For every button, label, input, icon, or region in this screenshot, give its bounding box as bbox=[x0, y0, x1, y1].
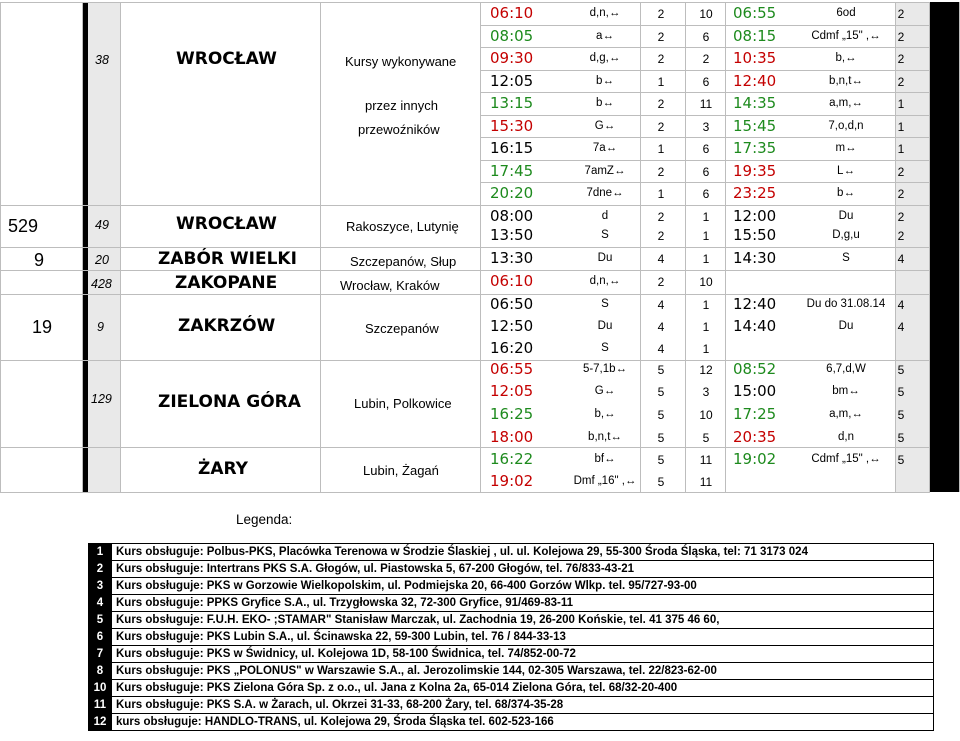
route-index: 129 bbox=[91, 392, 112, 406]
symbol-code: 5 bbox=[941, 75, 949, 89]
route-notes: bm↔ bbox=[832, 385, 860, 397]
departure-time: 12:05 bbox=[490, 72, 534, 90]
departure-time: 18:00 bbox=[490, 428, 534, 446]
operator-code: 2 bbox=[897, 52, 905, 66]
route-index: 49 bbox=[95, 218, 109, 232]
symbol-code: 6 bbox=[941, 142, 949, 156]
column-divider bbox=[82, 2, 83, 492]
route-notes: Du bbox=[838, 210, 854, 222]
legend-row bbox=[89, 561, 934, 578]
row-divider bbox=[480, 205, 930, 206]
operator-code: 4 bbox=[897, 252, 905, 266]
symbol-code: 10 bbox=[699, 7, 713, 21]
legend-number: 11 bbox=[89, 697, 112, 714]
departure-time: 13:15 bbox=[490, 94, 534, 112]
operator-code: 2 bbox=[897, 229, 905, 243]
departure-time: 15:30 bbox=[490, 117, 534, 135]
row-divider bbox=[480, 47, 930, 48]
symbol-code: 10 bbox=[938, 52, 952, 66]
departure-time: 16:20 bbox=[490, 339, 534, 357]
legend-text: Kurs obsługuje: F.U.H. EKO- ;STAMAR" Stanisław Marczak, ul. Zachodnia 19, 26-200 Końskie, tel. 41 375 46 60, bbox=[112, 612, 934, 629]
symbol-code: 4 bbox=[941, 165, 949, 179]
line-code: 529 bbox=[8, 216, 39, 236]
symbol-code: 1 bbox=[702, 342, 710, 356]
operator-code: 5 bbox=[657, 431, 665, 445]
route-notes: Cdmf „15" ,↔ bbox=[811, 30, 881, 42]
legend-number: 10 bbox=[89, 680, 112, 697]
departure-time: 06:50 bbox=[490, 295, 534, 313]
operator-code: 2 bbox=[657, 229, 665, 243]
departure-time: 17:35 bbox=[733, 139, 777, 157]
operator-code: 4 bbox=[657, 252, 665, 266]
route-notes: 5-7,1b↔ bbox=[582, 363, 628, 375]
legend-row bbox=[89, 680, 934, 697]
symbol-code: 11 bbox=[938, 30, 952, 44]
legend-text: Kurs obsługuje: PKS „POLONUS" w Warszawie S.A., al. Jerozolimskie 144, 02-305 Warszawa, tel. 22/823-62-00 bbox=[112, 663, 934, 680]
symbol-code: 1 bbox=[941, 363, 949, 377]
destination-city: WROCŁAW bbox=[176, 49, 277, 69]
row-divider bbox=[480, 92, 930, 93]
destination-city: ZAKOPANE bbox=[175, 273, 278, 293]
symbol-code: 1 bbox=[702, 229, 710, 243]
departure-time: 19:02 bbox=[733, 450, 777, 468]
destination-city: ZABÓR WIELKI bbox=[158, 249, 297, 269]
departure-time: 06:55 bbox=[733, 4, 777, 22]
operator-code: 5 bbox=[657, 408, 665, 422]
legend-text: kurs obsługuje: HANDLO-TRANS, ul. Kolejowa 29, Środa Śląska tel. 602-523-166 bbox=[112, 714, 934, 731]
departure-time: 09:30 bbox=[490, 49, 534, 67]
operator-code: 1 bbox=[657, 142, 665, 156]
legend-number: 3 bbox=[89, 578, 112, 595]
legend-row bbox=[89, 697, 934, 714]
group-divider bbox=[0, 270, 480, 271]
departure-time: 15:00 bbox=[733, 382, 777, 400]
operator-code: 4 bbox=[897, 298, 905, 312]
symbol-code: 10 bbox=[938, 431, 952, 445]
departure-time: 15:45 bbox=[733, 117, 777, 135]
operator-code: 2 bbox=[897, 165, 905, 179]
symbol-code: 6 bbox=[702, 75, 710, 89]
route-notes: S bbox=[842, 252, 850, 264]
destination-city: WROCŁAW bbox=[176, 214, 277, 234]
departure-time: 20:20 bbox=[490, 184, 534, 202]
symbol-code: 10 bbox=[938, 97, 952, 111]
symbol-code: 5 bbox=[702, 431, 710, 445]
row-divider bbox=[480, 447, 930, 448]
operator-code: 4 bbox=[657, 320, 665, 334]
row-divider bbox=[480, 182, 930, 183]
route-notes: b,n,t↔ bbox=[829, 75, 863, 87]
group-divider bbox=[0, 447, 480, 448]
departure-time: 20:35 bbox=[733, 428, 777, 446]
symbol-code: 3 bbox=[702, 120, 710, 134]
legend-number: 5 bbox=[89, 612, 112, 629]
operator-code: 1 bbox=[897, 97, 905, 111]
operator-code: 4 bbox=[897, 320, 905, 334]
symbol-code: 11 bbox=[699, 97, 713, 111]
legend-text: Kurs obsługuje: PKS w Gorzowie Wielkopolskim, ul. Podmiejska 20, 66-400 Gorzów Wlkp. tel. 95/727-93-00 bbox=[112, 578, 934, 595]
legend-number: 6 bbox=[89, 629, 112, 646]
column-divider bbox=[480, 2, 481, 492]
legend-text: Kurs obsługuje: PPKS Gryfice S.A., ul. Trzygłowska 32, 72-300 Gryfice, 91/469-83-11 bbox=[112, 595, 934, 612]
route-notes: S bbox=[601, 229, 609, 241]
departure-time: 13:50 bbox=[490, 226, 534, 244]
operator-code: 2 bbox=[897, 7, 905, 21]
row-divider bbox=[480, 492, 930, 493]
departure-time: 06:10 bbox=[490, 272, 534, 290]
operator-code: 5 bbox=[897, 453, 905, 467]
legend-title: Legenda: bbox=[236, 512, 293, 527]
route-notes: b,n,t↔ bbox=[588, 431, 622, 443]
route-notes: Dmf „16" ,↔ bbox=[573, 475, 637, 487]
symbol-code: 6 bbox=[702, 30, 710, 44]
operator-code: 2 bbox=[657, 165, 665, 179]
route-index: 20 bbox=[95, 253, 109, 267]
departure-time: 08:00 bbox=[490, 207, 534, 225]
route-notes: Du bbox=[597, 320, 613, 332]
symbol-code: 1 bbox=[941, 252, 949, 266]
legend-number: 4 bbox=[89, 595, 112, 612]
symbol-code: 8 bbox=[941, 187, 949, 201]
group-divider bbox=[0, 205, 480, 206]
route-notes: Cdmf „15" ,↔ bbox=[811, 453, 881, 465]
via-stops: Kursy wykonywane bbox=[345, 54, 457, 69]
group-divider bbox=[0, 492, 480, 493]
route-notes: Du do 31.08.14 bbox=[806, 298, 886, 310]
legend-table bbox=[88, 543, 934, 731]
destination-city: ŻARY bbox=[198, 459, 248, 479]
departure-time: 06:55 bbox=[490, 360, 534, 378]
route-notes: 7amZ↔ bbox=[584, 165, 626, 177]
operator-code: 2 bbox=[897, 30, 905, 44]
legend-number: 1 bbox=[89, 544, 112, 561]
symbol-code: 11 bbox=[699, 475, 713, 489]
via-stops: przez innych bbox=[365, 98, 438, 113]
departure-time: 14:30 bbox=[733, 249, 777, 267]
symbol-code: 3 bbox=[702, 385, 710, 399]
operator-code: 2 bbox=[657, 210, 665, 224]
route-notes: d,n bbox=[838, 431, 854, 443]
row-divider bbox=[480, 137, 930, 138]
column-divider bbox=[929, 2, 930, 492]
route-notes: b↔ bbox=[837, 187, 855, 199]
operator-code: 2 bbox=[657, 30, 665, 44]
route-notes: 7a↔ bbox=[592, 142, 618, 154]
departure-time: 19:35 bbox=[733, 162, 777, 180]
departure-time: 12:40 bbox=[733, 295, 777, 313]
group-divider bbox=[0, 2, 480, 3]
route-notes: G↔ bbox=[594, 385, 616, 397]
route-notes: 6od bbox=[836, 7, 856, 19]
symbol-code: 12 bbox=[699, 363, 713, 377]
symbol-code: 2 bbox=[941, 7, 949, 21]
route-notes: d,n,↔ bbox=[589, 7, 621, 19]
route-index: 428 bbox=[91, 277, 112, 291]
route-notes: D,g,u bbox=[832, 229, 860, 241]
route-notes: d,g,↔ bbox=[589, 52, 621, 64]
destination-city: ZAKRZÓW bbox=[178, 316, 276, 336]
legend-row bbox=[89, 595, 934, 612]
route-notes: Du bbox=[597, 252, 613, 264]
column-divider bbox=[0, 2, 1, 492]
symbol-code: 1 bbox=[702, 320, 710, 334]
route-notes: S bbox=[601, 342, 609, 354]
departure-time: 15:50 bbox=[733, 226, 777, 244]
departure-time: 17:45 bbox=[490, 162, 534, 180]
legend-row bbox=[89, 629, 934, 646]
operator-code: 2 bbox=[897, 210, 905, 224]
row-divider bbox=[480, 247, 930, 248]
symbol-code: 1 bbox=[941, 385, 949, 399]
symbol-code: 11 bbox=[699, 453, 713, 467]
legend-row bbox=[89, 663, 934, 680]
route-notes: d bbox=[601, 210, 609, 222]
route-notes: L↔ bbox=[837, 165, 855, 177]
legend-row bbox=[89, 578, 934, 595]
legend-text: Kurs obsługuje: PKS Lubin S.A., ul. Ścinawska 22, 59-300 Lubin, tel. 76 / 844-33-13 bbox=[112, 629, 934, 646]
departure-time: 16:15 bbox=[490, 139, 534, 157]
symbol-code: 1 bbox=[702, 210, 710, 224]
route-notes: a,m,↔ bbox=[829, 97, 863, 109]
symbol-code: 2 bbox=[941, 120, 949, 134]
route-notes: m↔ bbox=[835, 142, 857, 154]
departure-time: 10:35 bbox=[733, 49, 777, 67]
departure-time: 23:25 bbox=[733, 184, 777, 202]
route-notes: b↔ bbox=[596, 75, 614, 87]
operator-code: 2 bbox=[657, 97, 665, 111]
operator-code: 2 bbox=[657, 7, 665, 21]
symbol-code: 1 bbox=[941, 229, 949, 243]
departure-time: 08:52 bbox=[733, 360, 777, 378]
symbol-code: 10 bbox=[699, 275, 713, 289]
row-divider bbox=[480, 160, 930, 161]
group-divider bbox=[0, 247, 480, 248]
group-divider bbox=[0, 294, 480, 295]
column-divider bbox=[685, 2, 686, 492]
operator-code: 5 bbox=[897, 363, 905, 377]
departure-time: 14:35 bbox=[733, 94, 777, 112]
via-stops: Szczepanów bbox=[365, 321, 439, 336]
via-stops: Szczepanów, Słup bbox=[350, 254, 457, 269]
legend-text: Kurs obsługuje: PKS Zielona Góra Sp. z o.o., ul. Jana z Kolna 2a, 65-014 Zielona Góra, tel. 68/32-20-400 bbox=[112, 680, 934, 697]
symbol-code: 10 bbox=[938, 408, 952, 422]
legend-row bbox=[89, 646, 934, 663]
operator-code: 5 bbox=[897, 385, 905, 399]
symbol-code: 1 bbox=[941, 298, 949, 312]
legend-text: Kurs obsługuje: PKS w Świdnicy, ul. Kolejowa 1D, 58-100 Świdnica, tel. 74/852-00-72 bbox=[112, 646, 934, 663]
destination-city: ZIELONA GÓRA bbox=[158, 392, 301, 412]
route-notes: 6,7,d,W bbox=[826, 363, 866, 375]
departure-time: 12:50 bbox=[490, 317, 534, 335]
operator-code: 2 bbox=[897, 187, 905, 201]
row-divider bbox=[480, 70, 930, 71]
legend-text: Kurs obsługuje: Polbus-PKS, Placówka Terenowa w Środzie Ślaskiej , ul. ul. Kolejowa 29, 55-300 Środa Śląska, tel: 71 3173 024 bbox=[112, 544, 934, 561]
symbol-code: 6 bbox=[702, 165, 710, 179]
operator-code: 2 bbox=[657, 275, 665, 289]
route-notes: S bbox=[601, 298, 609, 310]
operator-code: 2 bbox=[897, 75, 905, 89]
legend-number: 8 bbox=[89, 663, 112, 680]
line-code: 9 bbox=[34, 250, 45, 270]
group-divider bbox=[0, 360, 480, 361]
departure-time: 13:30 bbox=[490, 249, 534, 267]
operator-code: 1 bbox=[897, 120, 905, 134]
route-notes: d,n,↔ bbox=[589, 275, 621, 287]
via-stops: Rakoszyce, Lutynię bbox=[346, 219, 459, 234]
operator-code: 2 bbox=[657, 52, 665, 66]
route-notes: 7dne↔ bbox=[586, 187, 624, 199]
legend-number: 2 bbox=[89, 561, 112, 578]
departure-time: 16:22 bbox=[490, 450, 534, 468]
route-index: 38 bbox=[95, 53, 109, 67]
column-divider bbox=[320, 2, 321, 492]
column-divider bbox=[120, 2, 121, 492]
route-notes: b↔ bbox=[596, 97, 614, 109]
operator-code: 5 bbox=[657, 385, 665, 399]
legend-row bbox=[89, 612, 934, 629]
route-notes: 7,o,d,n bbox=[828, 120, 864, 132]
route-index: 9 bbox=[97, 320, 104, 334]
row-divider bbox=[480, 294, 930, 295]
operator-code: 1 bbox=[657, 75, 665, 89]
route-notes: b,↔ bbox=[835, 52, 857, 64]
departure-time: 12:40 bbox=[733, 72, 777, 90]
legend-text: Kurs obsługuje: PKS S.A. w Żarach, ul. Okrzei 31-33, 68-200 Żary, tel. 68/374-35-28 bbox=[112, 697, 934, 714]
operator-code: 4 bbox=[657, 342, 665, 356]
via-stops: Lubin, Polkowice bbox=[354, 396, 452, 411]
symbol-code: 1 bbox=[702, 298, 710, 312]
legend-row bbox=[89, 544, 934, 561]
row-divider bbox=[480, 270, 930, 271]
departure-time: 14:40 bbox=[733, 317, 777, 335]
row-divider bbox=[480, 360, 930, 361]
operator-code: 2 bbox=[657, 120, 665, 134]
operator-code: 4 bbox=[657, 298, 665, 312]
route-notes: b,↔ bbox=[594, 408, 616, 420]
operator-code: 5 bbox=[657, 475, 665, 489]
route-notes: G↔ bbox=[594, 120, 616, 132]
departure-time: 19:02 bbox=[490, 472, 534, 490]
legend-number: 7 bbox=[89, 646, 112, 663]
operator-code: 1 bbox=[897, 142, 905, 156]
symbol-code: 10 bbox=[699, 408, 713, 422]
column-divider bbox=[725, 2, 726, 492]
symbol-code: 2 bbox=[702, 52, 710, 66]
symbol-code: 1 bbox=[941, 320, 949, 334]
line-code: 19 bbox=[32, 317, 53, 337]
departure-time: 12:00 bbox=[733, 207, 777, 225]
symbol-code: 1 bbox=[702, 252, 710, 266]
legend-number: 12 bbox=[89, 714, 112, 731]
legend-text: Kurs obsługuje: Intertrans PKS S.A. Głogów, ul. Piastowska 5, 67-200 Głogów, tel. 76/833-43-21 bbox=[112, 561, 934, 578]
via-stops: Lubin, Żagań bbox=[363, 463, 439, 478]
operator-code: 5 bbox=[657, 363, 665, 377]
row-divider bbox=[480, 115, 930, 116]
row-divider bbox=[480, 2, 930, 3]
departure-time: 06:10 bbox=[490, 4, 534, 22]
row-divider bbox=[480, 25, 930, 26]
symbol-code: 11 bbox=[938, 453, 952, 467]
departure-time: 08:15 bbox=[733, 27, 777, 45]
operator-code: 1 bbox=[657, 187, 665, 201]
departure-time: 17:25 bbox=[733, 405, 777, 423]
operator-code: 5 bbox=[897, 408, 905, 422]
via-stops: przewoźników bbox=[358, 122, 440, 137]
symbol-code: 6 bbox=[702, 142, 710, 156]
route-notes: a,m,↔ bbox=[829, 408, 863, 420]
operator-code: 5 bbox=[657, 453, 665, 467]
route-notes: Du bbox=[838, 320, 854, 332]
departure-time: 16:25 bbox=[490, 405, 534, 423]
departure-time: 08:05 bbox=[490, 27, 534, 45]
departure-time: 12:05 bbox=[490, 382, 534, 400]
symbol-code: 1 bbox=[941, 210, 949, 224]
operator-code: 5 bbox=[897, 431, 905, 445]
route-notes: bf↔ bbox=[594, 453, 616, 465]
route-notes: a↔ bbox=[596, 30, 614, 42]
via-stops: Wrocław, Kraków bbox=[340, 278, 440, 293]
legend-row bbox=[89, 714, 934, 731]
symbol-code: 6 bbox=[702, 187, 710, 201]
